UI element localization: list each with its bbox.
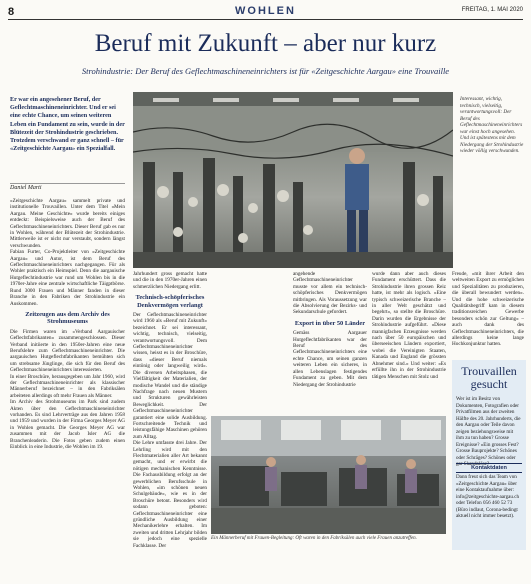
kontakt-body: Dann freut sich das Team von «Zeitgeschichte Aargau» über eine Kontaktaufnahme über: info@zeitgeschichte-aargau.ch oder Telefon 056 460 52 73 (Büro indlaut, Corona-bedingt aktuell nicht immer besetzt). bbox=[456, 474, 520, 519]
column-6 bbox=[452, 271, 524, 357]
women-workers-photo-illustration bbox=[211, 416, 446, 534]
header-rule bbox=[8, 19, 523, 20]
column-5 bbox=[372, 271, 446, 411]
subheadline: Strohindustrie: Der Beruf des Geflechtmaschineneinrichters ist für «Zeitgeschichte Aargau» eine Trouvaille bbox=[81, 66, 450, 76]
column-1-text: «Zeitgeschichte Aargau» sammelt private und institutionelle Trouvaillen. Unter dem Titel «Mein Aargau. Meine Geschichte» wurde bereits einiges entdeckt: Beispielsweise auch der Beruf des Geflechtmaschineneinrichters. Dieser Beruf gab es nur in Wohlen, während der Blütezeit der Strohindustrie. Mittlerweile ist er nicht nur verstaubt, sondern längst verschwunden. Fabian Furter, Co-Projektleiter von «Zeitgeschichte Aargau» und Autor, ist dem Beruf des Geflechtmaschineneinrichters nachgegangen. Für als Wohler praktisch ein Heimspiel. Denn die aargauische Hutgeflechtindustrie war rund um Wohlen bis in die 1970er-Jahre eine zentrale wirtschaftliche Täigptbörse. Rund 3000 Frauen und Männer fanden in dieser Branche in den Fabriken der Strohindustrie ein Auskommen. bbox=[10, 198, 125, 307]
column-2-text: Jahrhundert gross gemacht hatte und die in den 1970er-Jahren einen schmerzlichen Niedergang erlitt. bbox=[133, 271, 207, 290]
column-1 bbox=[10, 198, 125, 450]
column-4-text: angehende Geflechtmaschineneinrichter musste vor allem ein technisch-schöpferisches Denkvermögen mitbringen. Als Voraussetzung war die Absolvierung der Bezirks- und Sekundarschule gefordert. bbox=[293, 271, 367, 316]
dateline: FREITAG, 1. MAI 2020 bbox=[461, 7, 523, 13]
column-6-text: Freude, «mit ihrer Arbeit den weltweiten Export zu ermöglichen und Spezialitäten zu produzieren, die überall bewundert werden». Und die hohe schweizerische Qualitätsbegriff kam in diesem traditionsreichen Gewerbe besonders schön zur Geltung» – auch dank des Geflechtmaschineneinrichters, die allerdings keine lange Hochkonjunktur hatten. bbox=[452, 271, 524, 348]
column-2 bbox=[133, 271, 207, 584]
column-5-text: wurde dann aber auch dieses Fundament erschüttert. Dass die Strohindustrie ihren grossen Reiz hatte, ist mehr als logisch. «Eine typisch schweizerische Branche – in aller Welt geschätzt und begehrt», so stellte die Broschüre. Darin wurden die Ergebnisse der Strohindustrie aufgeführt. «Diese mannigfachen Erzeugnisse werden nach über 50 europäischen und überseeischen Ländern exportiert, wobei die Vereinigten Staaten, Kanada und England die grössten Abnehmer sind.» Und weiter: «Es erfüllte ihn in der Strohindustrie tätigen Menschen mit Stolz und bbox=[372, 271, 446, 380]
sidebar-title: Trouvaillen gesucht bbox=[461, 364, 517, 391]
women-workers-photo bbox=[211, 416, 446, 534]
photo-2-caption: Ein Männerberuf mit Frauen-Begleitung: Oft waren in den Fabriksälen auch viele Frauen anzutreffen. bbox=[211, 536, 417, 541]
section-title: WOHLEN bbox=[235, 5, 296, 17]
column-4-text-2: Gemäss Aargauer Hutgeflechtfabrikanten war der Beruf des Geflechtmaschineneinrichters eine echte Chance, um seinen ganzen weiteren Leben ein sicheres, in allen Lebenslagen festigendes Fundament zu geben. Mit dem Niedergang der Strohindustrie bbox=[293, 330, 367, 388]
sidebar-body: Wer ist im Besitz von Dokumenten, Fotografien oder Privatfilmen aus der zweiten Hälfte des 20. Jahrhunderts, die den Aargau oder Teile davon zeigen beziehungsweise mit ihm zu tun haben? Grosse Ereignisse? «Ein grosses Fest? Grosse Bauprojekte? Schönes oder Schräges? Schönes oder gar Skandalöse? bbox=[456, 396, 521, 467]
factory-photo-illustration bbox=[133, 92, 453, 268]
page-number: 8 bbox=[8, 6, 15, 18]
kontakt-heading: Kontaktdaten bbox=[456, 463, 522, 473]
factory-photo bbox=[133, 92, 453, 268]
lead-paragraph: Er war ein angesehener Beruf, der Geflechtmaschineneinrichter. Und er sei eine echte Chance, um seinen weiteren Leben ein Fundament zu sein, wurde in der Blütezeit der Strohindustrie geschrieben. Trotzdem verschwand er ganz schnell – für «Zeitgeschichte Aargau» ein Spezialfall. bbox=[10, 96, 125, 153]
column-2-heading: Technisch-schöpferisches Denkvermögen verlangt bbox=[135, 294, 205, 309]
headline: Beruf mit Zukunft – aber nur kurz bbox=[94, 30, 437, 57]
author-byline: Daniel Marti bbox=[10, 183, 125, 191]
column-4 bbox=[293, 271, 367, 411]
column-1-text-2: Die Firmen waren im «Verband Aargauischer Geflechtfabrikanten» zusammengeschlossen. Dieser Verband initiierte in den 1950er-Jahren eine neue Berufslehre zum Geflechtmaschineneinrichter. Die aargauischen Hutgeflechtfabrikanten bemühten sich um strebsame Jünglinge, die sich für den Beruf des Geflechtmaschineneinrichters interessierten. In einer Broschüre, herausgegeben um Jahr 1960, wird der Geflechtmaschineneinrichter als klassischer Männerberuf bezeichnet – in den Fabriksälen arbeiteten allerdings oft mehr Frauen als Männer. Im Archiv des Strohmuseums im Park sind zudem Akten über den Geflechtmaschineneinrichter vorhanden. Es sind Lehrverträge aus den Jahren 1958 und 1959 und wurden in der Firma Georges Meyer AG in Wohlen gemacht. Die Georges Meyer AG war zusammen mit der Jacob Isler AG die Branchenleaderin. Die Fotos geben zudem einen Einblick in eine Industrie, die Wohlen im 19. bbox=[10, 328, 125, 451]
column-4-heading: Export in über 50 Länder bbox=[294, 319, 366, 327]
column-3 bbox=[212, 271, 286, 411]
column-2-text-2: Der Geflechtmaschineneinrichter wird 1960 als «Beruf mit Zukunft» bezeichnet. Er sei interessant, wichtig, technisch, vielseitig, verantwortungsvoll. Dem Geflechtmaschineneinrichter wissen, heisst es in der Broschüre, dass «dieser Beruf niemals eintönig oder langweilig wird». Die diversen Arbeitsphasen, die Vielfältigkeit der Materialien, der modische Wandel und die ständige Nachfrage nach neuen Mustern und Strukturen gewährleisten Beweglichkeit. Der Geflechtmaschineneinrichter garantiert eine solide Ausbildung. Fortschreitende Technik und leistungsfähige Maschinen gehören zum Alltag. Die Lehre umfasste drei Jahre. Der Lehrling wird mit den Flechtmaterialien aller Art bekannt gemacht, und er erwirbt die nötigen mechanischen Kenntnisse. Die Fachausbildung erfolgt an der gewerblichen Berufsschule in Wohlen, «im schönen neuen Schulgebäude», wie es in der Broschüre betont. Besonders wird sodann geboten: Geflechtmaschineneinrichter eine gründliche Ausbildung einer Mechanikerlehre erhalten. Im zweiten und dritten Lehrjahr bilden sie jedoch eine spezielle Fachklasse. Der bbox=[133, 312, 207, 549]
column-1-heading: Zeitzeugen aus dem Archiv des Strohmuseums bbox=[25, 310, 110, 326]
photo-1-caption: Interessant, wichtig, technisch, vielseitig, verantwortungsvoll: Der Beruf des Geflechtmaschineneinrichters war einst hoch angesehen. Und ist spätestens mit dem Niedergang der Strohindustrie wieder völlig verschwunden. bbox=[460, 96, 524, 154]
